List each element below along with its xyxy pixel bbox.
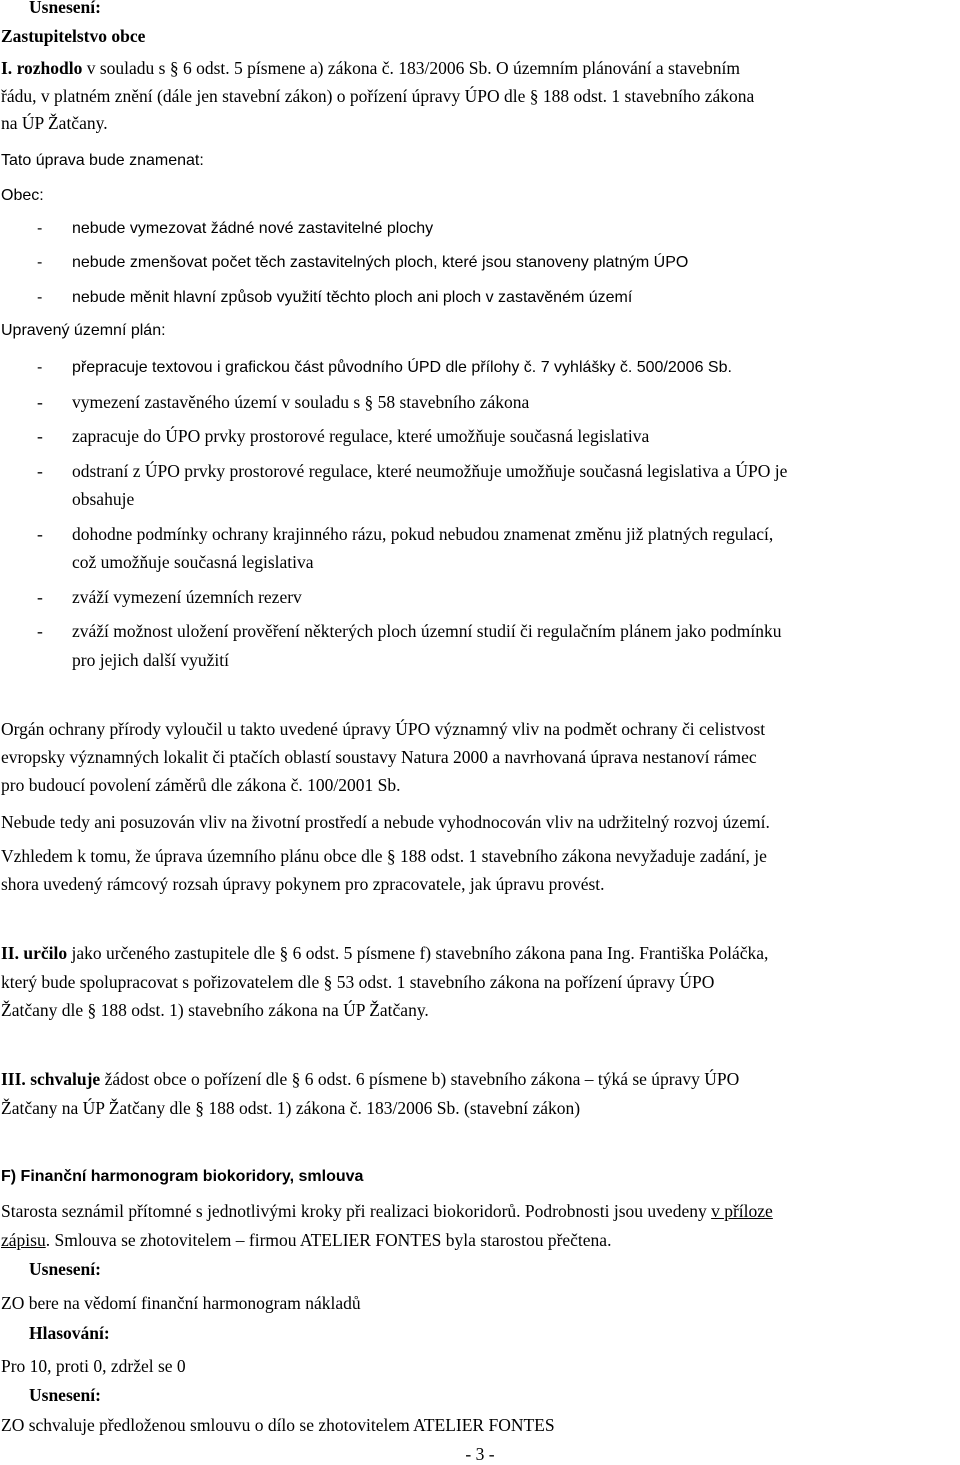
section-1-number: I. <box>1 58 13 78</box>
resolution-text-1: ZO bere na vědomí finanční harmonogram nákladů <box>1 1293 361 1313</box>
section-2-number: II. <box>1 943 19 963</box>
council-heading: Zastupitelstvo obce <box>1 26 146 46</box>
section-3-verb: schvaluje <box>30 1069 101 1089</box>
section-3-number: III. <box>1 1069 26 1089</box>
section-1-verb: rozhodlo <box>16 58 83 78</box>
list-dash: - <box>37 254 43 271</box>
plan-item-7-line-2: pro jejich další využití <box>72 650 229 670</box>
section-3-line-1 <box>1 1068 739 1090</box>
attachment-link-part-2[interactable]: zápisu <box>1 1230 46 1250</box>
plan-label: Upravený územní plán: <box>1 322 166 339</box>
list-dash: - <box>37 392 43 412</box>
plan-item-4-line-2: obsahuje <box>72 489 135 509</box>
usneseni-label-f2: Usnesení: <box>29 1385 101 1405</box>
usneseni-label: Usnesení: <box>29 0 101 17</box>
list-dash: - <box>37 587 43 607</box>
section-f-contract-text: . Smlouva se zhotovitelem – firmou ATELIER FONTES byla starostou přečtena. <box>45 1230 612 1250</box>
list-dash: - <box>37 524 43 544</box>
scope-line-2: shora uvedený rámcový rozsah úpravy pokynem pro zpracovatele, jak úpravu provést. <box>1 874 605 894</box>
section-2-verb: určilo <box>23 943 68 963</box>
section-3-text: žádost obce o pořízení dle § 6 odst. 6 písmene b) stavebního zákona – týká se úpravy ÚPO <box>104 1069 740 1089</box>
list-dash: - <box>37 426 43 446</box>
section-f-line-1 <box>1 1200 773 1222</box>
section-3-line-2: Žatčany na ÚP Žatčany dle § 188 odst. 1) zákona č. 183/2006 Sb. (stavební zákon) <box>1 1098 581 1118</box>
obec-item-3: nebude měnit hlavní způsob využití těchto ploch ani ploch v zastavěném území <box>72 289 633 306</box>
hlasovani-label: Hlasování: <box>29 1323 110 1343</box>
section-f-heading: F) Finanční harmonogram biokoridory, smlouva <box>1 1168 364 1185</box>
section-1-line-3: na ÚP Žatčany. <box>1 113 108 133</box>
section-2-text: jako určeného zastupitele dle § 6 odst. 5 písmene f) stavebního zákona pana Ing. Františka Poláčka, <box>71 943 769 963</box>
section-2-line-2: který bude spolupracovat s pořizovatelem dle § 53 odst. 1 stavebního zákona na pořízení úpravy ÚPO <box>1 972 715 992</box>
page-number: - 3 - <box>465 1444 495 1464</box>
section-2-line-3: Žatčany dle § 188 odst. 1) stavebního zákona na ÚP Žatčany. <box>1 1000 429 1020</box>
plan-item-6: zváží vymezení územních rezerv <box>72 587 302 607</box>
list-dash: - <box>37 289 43 306</box>
plan-item-5-line-1: dohodne podmínky ochrany krajinného rázu, pokud nebudou znamenat změnu již platných regulací, <box>72 524 774 544</box>
scope-line-1: Vzhledem k tomu, že úprava územního plánu obce dle § 188 odst. 1 stavebního zákona nevyžaduje zadání, je <box>1 846 767 866</box>
plan-item-5-line-2: což umožňuje současná legislativa <box>72 552 314 572</box>
environment-statement: Nebude tedy ani posuzován vliv na životní prostředí a nebude vyhodnocován vliv na udržitelný rozvoj území. <box>1 812 770 832</box>
plan-item-4-line-1: odstraní z ÚPO prvky prostorové regulace, které neumožňuje umožňuje současná legislativa a ÚPO je <box>72 461 788 481</box>
plan-item-3: zapracuje do ÚPO prvky prostorové regulace, které umožňuje současná legislativa <box>72 426 650 446</box>
nature-line-1: Orgán ochrany přírody vyloučil u takto uvedené úpravy ÚPO významný vliv na podmět ochrany či celistvost <box>1 719 766 739</box>
attachment-link-part-1[interactable]: v příloze <box>711 1201 773 1221</box>
section-1-line-2: řádu, v platném znění (dále jen stavební zákon) o pořízení úpravy ÚPO dle § 188 odst. 1 stavebního zákona <box>1 86 755 106</box>
section-f-line-2 <box>1 1229 611 1251</box>
list-dash: - <box>37 220 43 237</box>
obec-item-1: nebude vymezovat žádné nové zastavitelné plochy <box>72 220 434 237</box>
section-f-text: Starosta seznámil přítomné s jednotlivými kroky při realizaci biokoridorů. Podrobnosti jsou uvedeny <box>1 1201 707 1221</box>
section-1-text: v souladu s § 6 odst. 5 písmene a) zákona č. 183/2006 Sb. O územním plánování a stavebním <box>86 58 740 78</box>
nature-line-3: pro budoucí povolení záměrů dle zákona č. 100/2001 Sb. <box>1 775 401 795</box>
obec-item-2: nebude zmenšovat počet těch zastavitelných ploch, které jsou stanoveny platným ÚPO <box>72 254 689 271</box>
list-dash: - <box>37 461 43 481</box>
resolution-text-2: ZO schvaluje předloženou smlouvu o dílo se zhotovitelem ATELIER FONTES <box>1 1415 555 1435</box>
list-dash: - <box>37 621 43 641</box>
nature-line-2: evropsky významných lokalit či ptačích oblastí soustavy Natura 2000 a navrhovaná úprava nestanoví rámec <box>1 747 757 767</box>
plan-item-1: přepracuje textovou i grafickou část původního ÚPD dle přílohy č. 7 vyhlášky č. 500/2006 Sb. <box>72 359 732 376</box>
list-dash: - <box>37 359 43 376</box>
plan-item-7-line-1: zváží možnost uložení prověření některých ploch územní studií či regulačním plánem jako podmínku <box>72 621 782 641</box>
section-2-line-1 <box>1 942 768 964</box>
vote-result: Pro 10, proti 0, zdržel se 0 <box>1 1356 186 1376</box>
plan-item-2: vymezení zastavěného území v souladu s § 58 stavebního zákona <box>72 392 530 412</box>
usneseni-label-f1: Usnesení: <box>29 1259 101 1279</box>
obec-label: Obec: <box>1 187 44 204</box>
section-1-line-1 <box>1 57 740 79</box>
change-intro: Tato úprava bude znamenat: <box>1 152 204 169</box>
